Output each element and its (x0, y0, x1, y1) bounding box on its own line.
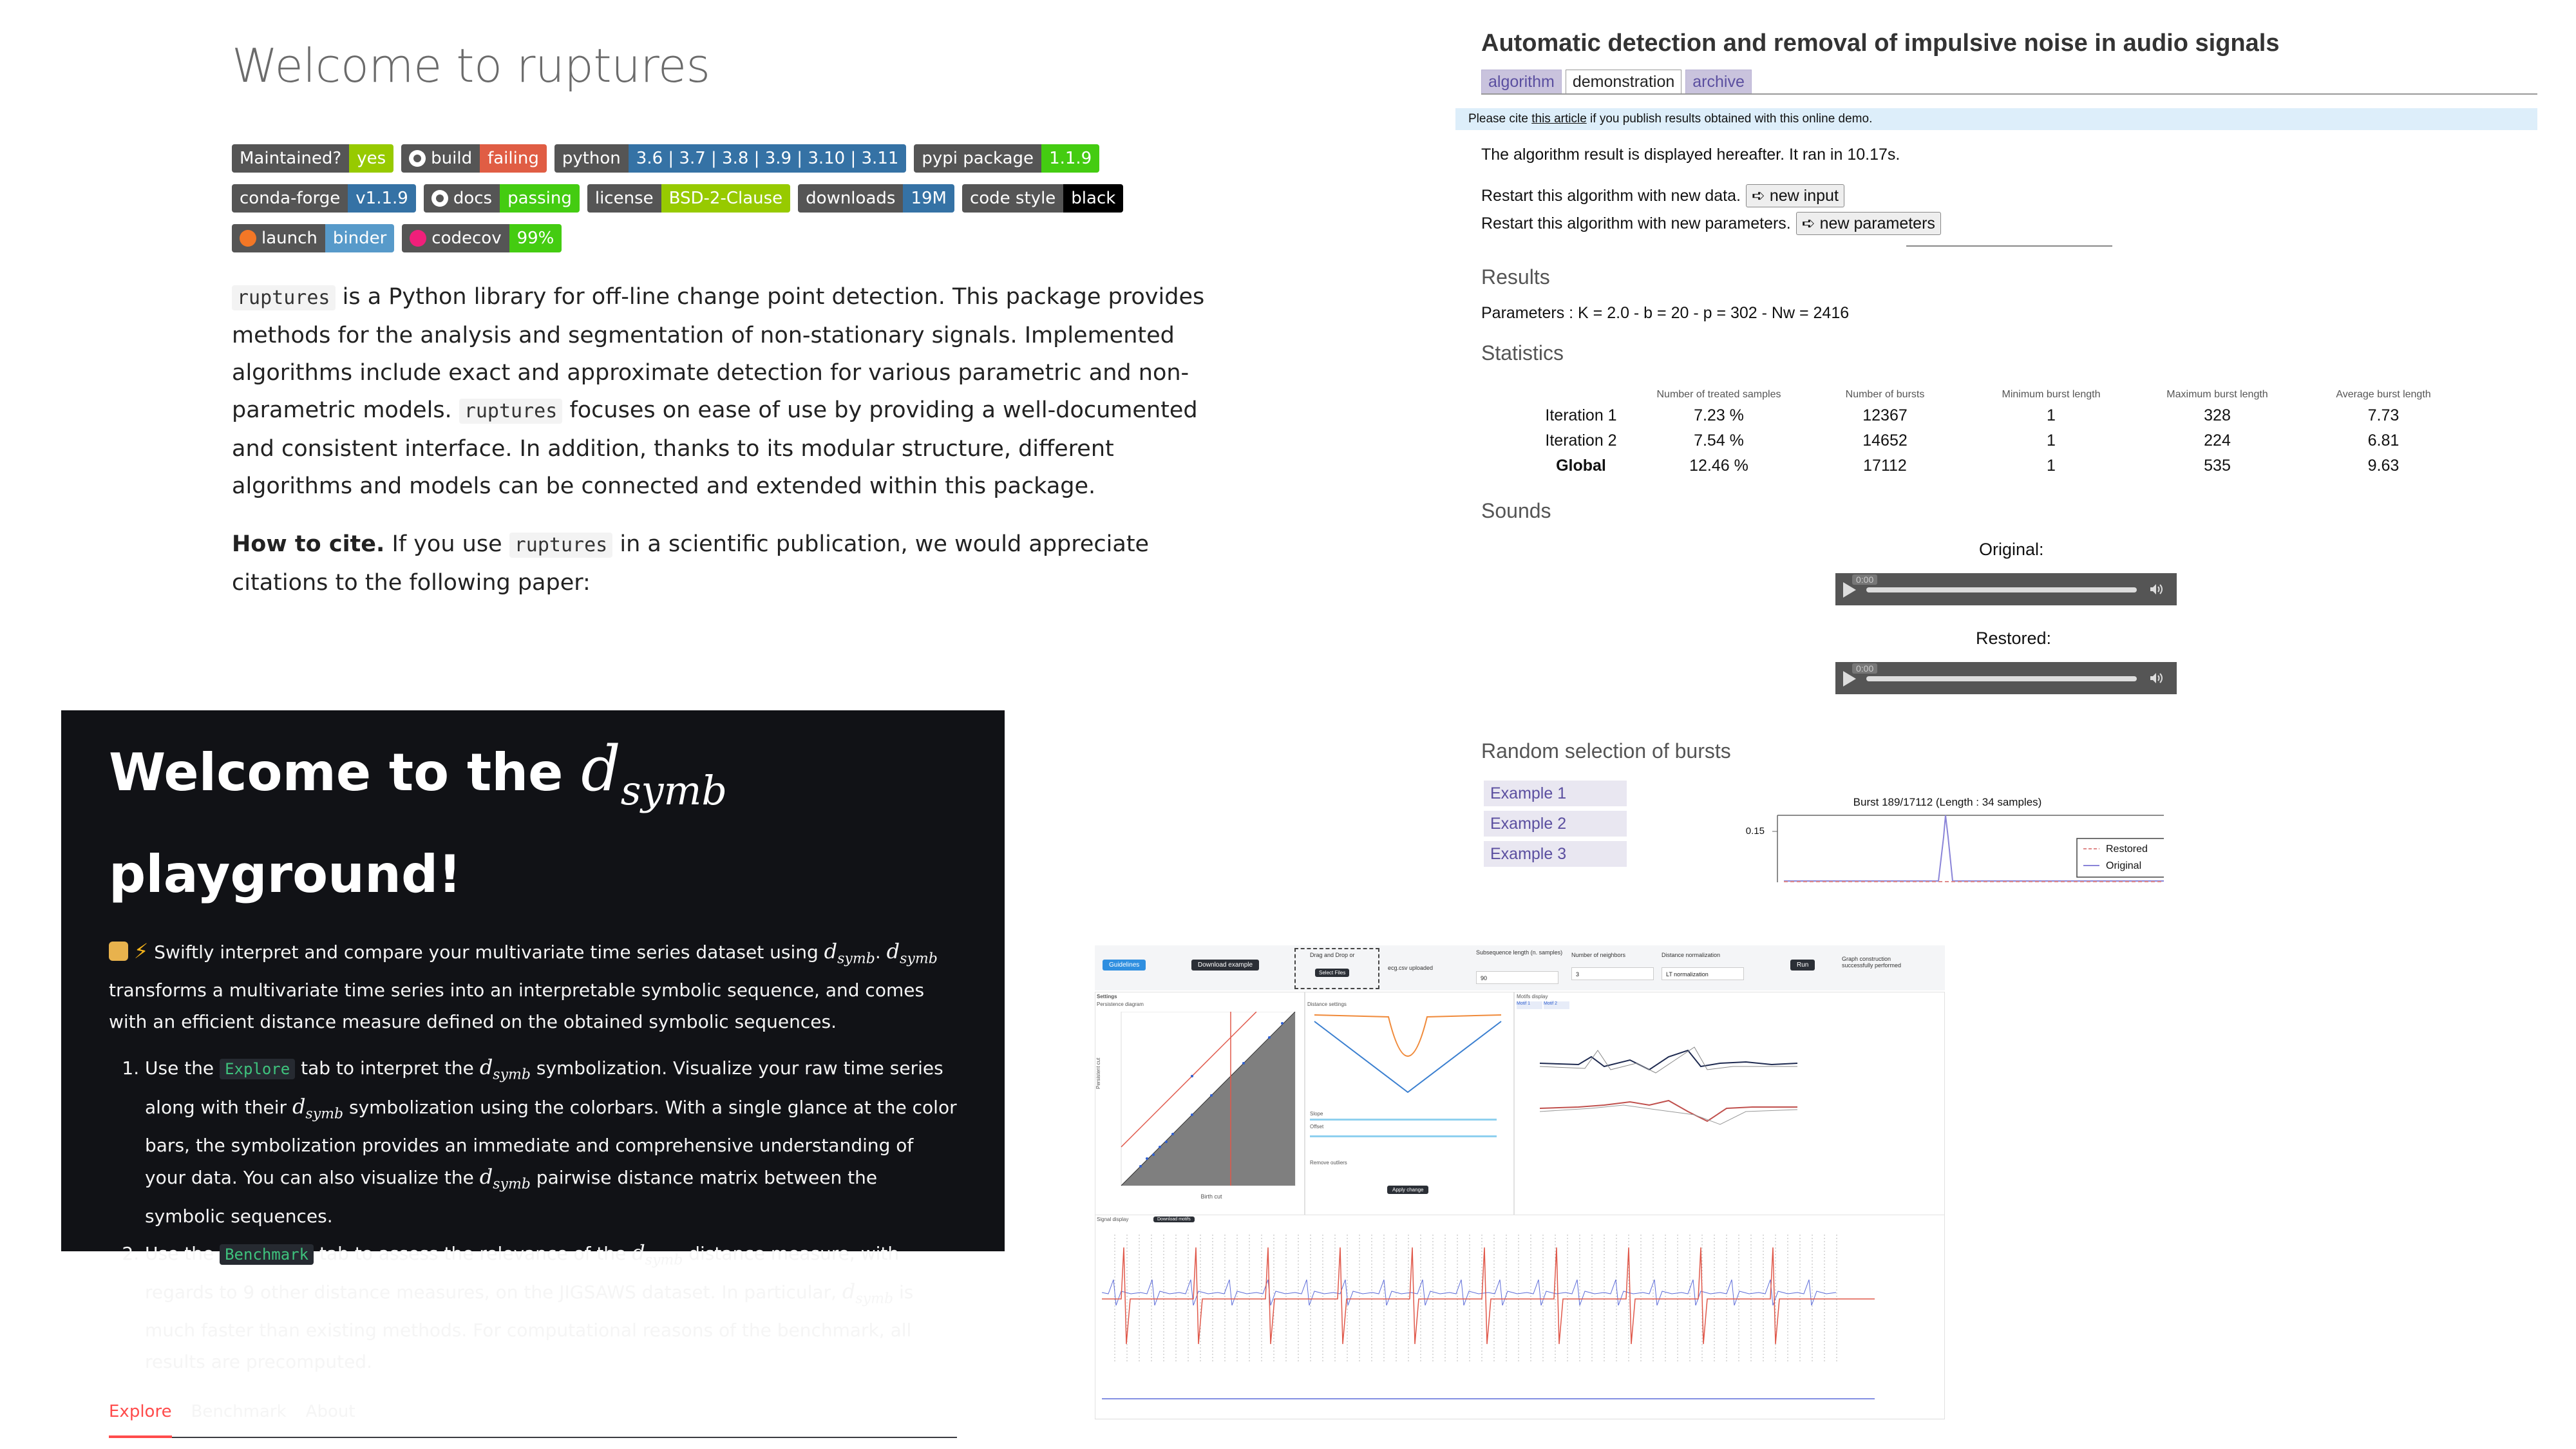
offset-slider[interactable] (1310, 1135, 1497, 1137)
signal-line-2 (1102, 1247, 1875, 1344)
offset-label: Offset (1310, 1124, 1324, 1130)
badge-label: docs (424, 184, 500, 213)
table-cell: 7.73 (2367, 406, 2400, 424)
badge-conda-forge[interactable] (232, 184, 416, 213)
restored-audio-player[interactable] (1835, 662, 2177, 694)
original-label: Original: (1979, 540, 2044, 559)
badge-label: license (587, 184, 661, 213)
explore-code: Explore (220, 1059, 295, 1079)
example-2-link[interactable]: Example 2 (1484, 811, 1627, 837)
table-header: Minimum burst length (2002, 389, 2101, 400)
restored-label: Restored: (1976, 629, 2052, 648)
badge-launch[interactable] (232, 224, 394, 252)
table-cell: 6.81 (2367, 431, 2400, 450)
cite-text-2: in a scientific publication, we would appreciate citations to the following paper: (232, 531, 1150, 596)
badge-downloads[interactable] (798, 184, 954, 213)
burst-legend (2077, 838, 2164, 877)
intro-text-1: Swiftly interpret and compare your multivariate time series dataset using (154, 942, 824, 963)
table-cell: 9.63 (2367, 457, 2400, 475)
table-header-row (1526, 386, 2467, 403)
badge-row (232, 224, 1236, 252)
dsymb-math (581, 733, 728, 814)
badge-value: black (1063, 184, 1123, 213)
neighbors-label: Number of neighbors (1571, 952, 1626, 958)
ipol-tabs (1481, 70, 1752, 95)
settings-pane: Settings Persistence diagram Birth cut Persistent cut (1095, 992, 1305, 1215)
table-row (1526, 403, 2467, 428)
cite-paragraph (232, 526, 1236, 601)
restart-params-row: Restart this algorithm with new parameters. ➪ new parameters (1481, 212, 1941, 235)
table-header: Average burst length (2336, 389, 2431, 400)
player-time: 0:00 (1852, 663, 1877, 674)
table-header (1526, 386, 1636, 403)
persistence-diagram (1115, 1012, 1302, 1205)
heading-text-a: Welcome to the (109, 743, 582, 802)
dsymb-math-inline: $d_{symb}$ (886, 939, 938, 967)
badge-label: python (554, 144, 629, 173)
table-header: Number of treated samples (1656, 389, 1781, 400)
motif-chip[interactable]: Motif 2 (1544, 1001, 1569, 1009)
normalization-select[interactable]: LT normalization (1662, 967, 1744, 980)
download-example-button[interactable]: Download example (1191, 960, 1259, 971)
intro-text-3: transforms a multivariate time series into an interpretable symbolic sequence, and comes with an efficient distance measure defined on the obtained symbolic sequences. (109, 980, 925, 1033)
new-input-button[interactable]: ➪ new input (1746, 184, 1844, 207)
table-cell: 1 (2047, 431, 2056, 450)
subsequence-label: Subsequence length (n. samples) (1476, 949, 1563, 956)
graph-status: Graph construction successfully performed (1842, 956, 1902, 969)
table-cell: 1 (2047, 457, 2056, 475)
badge-value: binder (325, 224, 394, 252)
ruptures-title: Welcome to ruptures (232, 39, 710, 93)
table-cell: Iteration 1 (1545, 406, 1617, 424)
dsymb-panel (61, 710, 1005, 1422)
badge-row (232, 144, 1236, 173)
code-ruptures: ruptures (509, 533, 613, 558)
badge-value: BSD-2-Clause (661, 184, 791, 213)
instruction-benchmark: 2. Use the Benchmark tab to assess the relevance of the $d_{symb}$ distance measure, with regards to 9 other distance measures, on the JIGSAWS dataset. In particular, $d_{symb}$ is much faster than existing methods. For computational reasons of the benchmark, all results are precomputed. (145, 1237, 957, 1378)
sounds-heading: Sounds (1481, 499, 1551, 522)
volume-icon[interactable] (2148, 582, 2164, 597)
example-3-link[interactable]: Example 3 (1484, 841, 1627, 867)
motifs-pane: Motifs display Motif 1 Motif 2 (1513, 992, 1945, 1215)
apply-change-button[interactable]: Apply change (1387, 1186, 1428, 1194)
badge-value: passing (500, 184, 580, 213)
drop-zone[interactable]: Drag and Drop or Select Files (1294, 948, 1379, 989)
table-cell: Global (1556, 457, 1606, 475)
dsymb-tabs (109, 1402, 957, 1438)
github-icon (431, 190, 448, 207)
tab-benchmark[interactable]: Benchmark (191, 1402, 287, 1422)
tab-about[interactable]: About (305, 1402, 355, 1422)
badge-label: build (401, 144, 480, 173)
restart-data-row: Restart this algorithm with new data. ➪ new input (1481, 184, 1844, 207)
badge-group (232, 144, 1236, 252)
ipol-title: Automatic detection and removal of impulsive noise in audio signals (1481, 30, 2280, 57)
birth-cut-label: Birth cut (1200, 1193, 1222, 1200)
download-motifs-button[interactable]: Download motifs (1153, 1217, 1195, 1222)
results-heading: Results (1481, 265, 1550, 289)
distance-curve-plot (1311, 1012, 1504, 1102)
badge-python[interactable] (554, 144, 907, 173)
table-cell: 1 (2047, 406, 2056, 424)
dsymb-intro (109, 936, 957, 1037)
table-cell: 535 (2204, 457, 2231, 475)
dsymb-instructions (109, 1052, 957, 1378)
player-time: 0:00 (1852, 574, 1877, 585)
badge-value: 3.6 | 3.7 | 3.8 | 3.9 | 3.10 | 3.11 (629, 144, 907, 173)
math-d: d (581, 733, 621, 805)
badge-maintained[interactable] (232, 144, 393, 173)
table-cell: 224 (2204, 431, 2231, 450)
legend-original: Original (2106, 860, 2142, 871)
citation-notice: Please cite this article if you publish results obtained with this online demo. (1455, 108, 2537, 130)
select-files-button[interactable]: Select Files (1315, 969, 1349, 977)
table-cell: 12367 (1862, 406, 1908, 424)
badge-code-style[interactable] (962, 184, 1123, 213)
tab-algorithm[interactable]: algorithm (1481, 70, 1562, 95)
badge-label: pypi package (914, 144, 1041, 173)
new-parameters-button[interactable]: ➪ new parameters (1796, 212, 1941, 235)
slope-label: Slope (1310, 1111, 1323, 1117)
description-text-1: is a Python library for off-line change point detection. This package provides methods for the analysis and segmentation of non-stationary signals. Implemented algorithms include exact and approximate detection for various parametric and non-parametric models. (232, 284, 1205, 423)
tab-archive[interactable]: archive (1685, 70, 1752, 95)
statistics-table (1526, 386, 2467, 478)
table-cell: 12.46 % (1689, 457, 1748, 475)
badge-value: yes (349, 144, 393, 173)
math-sub: symb (620, 767, 728, 814)
subsequence-input[interactable]: 90 (1476, 971, 1558, 984)
table-cell: 7.54 % (1694, 431, 1744, 450)
table-cell: Iteration 2 (1545, 431, 1617, 450)
binder-icon (240, 230, 256, 247)
persistence-label: Persistence diagram (1097, 1001, 1144, 1007)
table-header: Maximum burst length (2166, 389, 2268, 400)
badge-label: downloads (798, 184, 903, 213)
guidelines-button[interactable]: Guidelines (1103, 960, 1146, 971)
table-cell: 328 (2204, 406, 2231, 424)
badge-pypi-package[interactable] (914, 144, 1099, 173)
tab-demonstration[interactable]: demonstration (1566, 70, 1681, 95)
motifs-plot (1540, 1031, 1900, 1147)
persistent-cut-label: Persistent cut (1095, 1057, 1101, 1089)
ruptures-panel (232, 39, 1236, 601)
benchmark-code: Benchmark (220, 1244, 314, 1265)
badge-value: 19M (903, 184, 954, 213)
instruction-explore: 1. Use the Explore tab to interpret the $d_{symb}$ symbolization. Visualize your raw time series along with their $d_{symb}$ symbolization using the colorbars. With a single glance at the color bars, the symbolization provides an immediate and comprehensive understanding of your data. You can also visualize the $d_{symb}$ pairwise distance matrix between the symbolic sequences. (145, 1052, 957, 1231)
runtime-text: The algorithm result is displayed hereafter. It ran in 10.17s. (1481, 146, 1900, 164)
random-bursts-heading: Random selection of bursts (1481, 739, 1731, 762)
legend-restored: Restored (2106, 844, 2148, 855)
heading-text-b: playground! (109, 844, 462, 904)
volume-icon[interactable] (2148, 670, 2164, 686)
y-tick-label: 0.15 (1745, 826, 1765, 837)
description-text-2: focuses on ease of use by providing a well-documented and consistent interface. In addition, thanks to its modular structure, different algorithms and models can be connected and extended within this package. (232, 397, 1198, 499)
badge-value: v1.1.9 (348, 184, 416, 213)
badge-row (232, 184, 1236, 213)
intro-text-2: . (875, 942, 887, 963)
neighbors-input[interactable]: 3 (1571, 967, 1654, 980)
badge-label: codecov (402, 224, 509, 252)
motif-chip[interactable]: Motif 1 (1517, 1001, 1542, 1009)
impulsive-noise-panel (1455, 26, 2537, 882)
seek-bar[interactable] (1866, 676, 2137, 681)
badge-value: 99% (509, 224, 562, 252)
signal-plot (1102, 1235, 1875, 1415)
tab-divider (1481, 93, 2537, 95)
table-cell: 7.23 % (1694, 406, 1744, 424)
motif-app-screenshot (1095, 945, 1945, 1419)
article-link[interactable]: this article (1531, 112, 1587, 126)
dsymb-math-inline: $d_{symb}$ (824, 939, 875, 967)
tab-explore[interactable]: Explore (109, 1402, 172, 1438)
codecov-icon (410, 230, 426, 247)
code-ruptures: ruptures (232, 285, 336, 310)
table-cell: 17112 (1863, 457, 1907, 475)
table-row (1526, 453, 2467, 478)
table-header: Number of bursts (1845, 389, 1925, 400)
burst-title: Burst 189/17112 (Length : 34 samples) (1853, 796, 2042, 808)
signal-pane: Signal display Download motifs (1095, 1215, 1945, 1419)
cite-text-1: If you use (384, 531, 509, 557)
badge-value: failing (480, 144, 547, 173)
badge-license[interactable] (587, 184, 790, 213)
badge-label: conda-forge (232, 184, 348, 213)
ruptures-description (232, 278, 1236, 505)
upload-status: ecg.csv uploaded (1388, 965, 1434, 971)
table-cell: 14652 (1862, 431, 1908, 450)
code-ruptures: ruptures (459, 399, 563, 424)
slope-slider[interactable] (1310, 1119, 1497, 1121)
badge-label: code style (962, 184, 1063, 213)
cite-bold: How to cite. (232, 531, 385, 557)
badge-build[interactable] (401, 144, 547, 173)
badge-label: launch (232, 224, 325, 252)
badge-docs[interactable] (424, 184, 580, 213)
technologist-icon (109, 942, 128, 961)
seek-bar[interactable] (1866, 587, 2137, 592)
example-1-link[interactable]: Example 1 (1484, 781, 1627, 806)
original-audio-player[interactable] (1835, 573, 2177, 605)
signal-line-1 (1102, 1280, 1836, 1305)
statistics-heading: Statistics (1481, 341, 1564, 365)
badge-value: 1.1.9 (1041, 144, 1099, 173)
github-icon (409, 150, 426, 167)
badge-label: Maintained? (232, 144, 349, 173)
run-button[interactable]: Run (1790, 960, 1815, 971)
table-row (1526, 428, 2467, 453)
distance-settings-pane: Distance settings Slope Offset Remove outliers Apply change (1304, 992, 1515, 1215)
normalization-label: Distance normalization (1662, 952, 1721, 958)
remove-outliers-label: Remove outliers (1310, 1160, 1347, 1166)
dsymb-heading (109, 727, 957, 916)
divider (1906, 245, 2112, 247)
lightning-icon: ⚡ (133, 939, 149, 963)
burst-plot (1700, 792, 2164, 882)
parameters-text: Parameters : K = 2.0 - b = 20 - p = 302 - Nw = 2416 (1481, 304, 1850, 322)
badge-codecov[interactable] (402, 224, 562, 252)
